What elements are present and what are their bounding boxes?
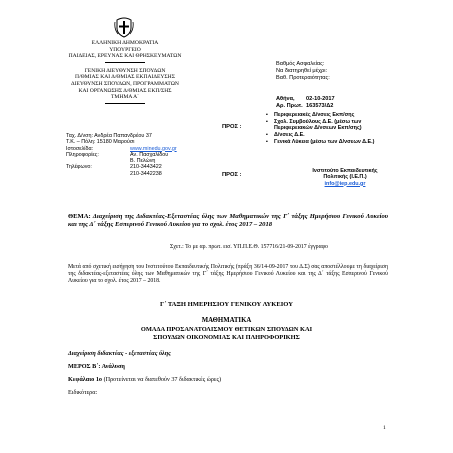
recipient-to-block [290,168,400,187]
document-meta [276,61,330,83]
recipients-label: ΠΡΟΣ : [222,124,242,130]
page-number: 1 [383,425,386,431]
chapter-title: Κεφάλαιο 1ο [68,376,103,383]
recipient-to-line-2: Πολιτικής (Ι.Ε.Π.) [323,174,367,181]
header-line: ΕΛΛΗΝΙΚΗ ΔΗΜΟΚΡΑΤΙΑ [91,40,159,46]
phone-label: Τηλέφωνο: [66,164,92,171]
date-value: 02-10-2017 [306,96,335,102]
subject-block [68,213,388,229]
chapter-note: (Προτείνεται να διατεθούν 37 διδακτικές ώρες) [102,376,222,383]
dept-line: ΚΑΙ ΟΡΓΑΝΩΣΗΣ Δ/ΘΜΙΑΣ ΕΚΠ/ΣΗΣ [78,87,172,94]
phone-1: 210-3443422 [130,164,162,171]
group-line-1: ΟΜΑΔΑ ΠΡΟΣΑΝΑΤΟΛΙΣΜΟΥ ΘΕΤΙΚΩΝ ΣΠΟΥΔΩΝ ΚΑΙ [140,326,313,333]
group-heading [0,326,453,342]
chapter-line [68,376,221,383]
part-heading: ΜΕΡΟΣ Β΄: Ανάλυση [68,363,125,370]
grade-heading: Γ΄ ΤΑΞΗ ΗΜΕΡΗΣΙΟΥ ΓΕΝΙΚΟΥ ΛΥΚΕΙΟΥ [159,301,294,308]
protocol-value: 163573/Δ2 [306,103,334,110]
dept-line: Π/ΘΜΙΑΣ ΚΑΙ Δ/ΘΜΙΑΣ ΕΚΠΑΙΔΕΥΣΗΣ [75,74,175,81]
info-name-1: Αν. Πασχαλίδου [130,151,169,158]
header-line: ΠΑΙΔΕΙΑΣ, ΕΡΕΥΝΑΣ ΚΑΙ ΘΡΗΣΚΕΥΜΑΤΩΝ [68,53,182,60]
date-protocol [276,96,335,110]
recipient-email-link[interactable]: info@iep.edu.gr [324,180,366,187]
retention: Να διατηρηθεί μέχρι: [276,68,328,75]
header-line: ΥΠΟΥΡΓΕΙΟ [109,46,141,53]
ministry-header [40,40,210,106]
intro-text: Ειδικότερα: [68,389,98,396]
recipient-item: ▪ Δ/νσεις Δ.Ε. [266,132,394,139]
recipient-item: ▪ Περιφερειακές Δ/νσεις Εκπ/σης [266,112,394,119]
recipient-item: ▪ Γενικά Λύκεια (μέσω των Δ/νσεων Δ.Ε.) [266,139,394,146]
contact-block [66,133,177,177]
dept-line: ΓΕΝΙΚΗ ΔΙΕΥΘΥΝΣΗ ΣΠΟΥΔΩΝ [84,67,166,74]
info-name-2: Β. Πελώνη [130,158,156,165]
subject-text: Διαχείριση της Διδακτέας-Εξεταστέας ύλης των Μαθηματικών της Γ΄ τάξης Ημερήσιου Γενικού Λυκείου και της Δ΄ τάξης Εσπερινού Γενικού Λυκείου για το σχολ. έτος 2017 – 2018 [68,213,389,229]
recipient-item: ▪ Σχολ. Συμβούλους Δ.Ε. (μέσω των Περιφερειακών Δ/νσεων Εκπ/σης) [266,119,394,132]
management-heading: Διαχείριση διδακτέας - εξεταστέας ύλης [68,350,171,357]
subject-lead: ΘΕΜΑ: [68,213,91,220]
priority: Βαθ. Προτεραιότητας: [276,75,330,82]
protocol-label: Αρ. Πρωτ. [276,103,303,110]
website-link[interactable]: www.minedu.gov.gr [130,145,177,152]
group-line-2: ΣΠΟΥΔΩΝ ΟΙΚΟΝΟΜΙΑΣ ΚΑΙ ΠΛΗΡΟΦΟΡΙΚΗΣ [153,333,300,341]
place-label: Αθήνα, [276,96,295,102]
security-level: Βαθμός Ασφαλείας: [276,61,325,67]
dept-line: ΔΙΕΥΘΥΝΣΗ ΣΠΟΥΔΩΝ, ΠΡΟΓΡΑΜΜΑΤΩΝ [71,80,179,87]
info-label: Πληροφορίες: [66,151,99,158]
subject-heading: ΜΑΘΗΜΑΤΙΚΑ [201,317,252,324]
website-label: Ιστοσελίδα: [66,145,94,152]
recipient-to-line-1: Ινστιτούτο Εκπαιδευτικής [312,168,378,174]
recipient-to-label: ΠΡΟΣ : [222,172,242,178]
greek-coat-of-arms-icon [114,16,134,38]
reference-line: Σχετ.: Το με αρ. πρωτ. εισ. ΥΠ.Π.Ε.Θ. 157716/21-09-2017 έγγραφο [170,244,328,250]
dept-divider [105,103,145,104]
phone-2: 210-3442238 [130,170,162,177]
contact-address: Ταχ. Δ/νση: Ανδρέα Παπανδρέου 37 [66,133,152,139]
recipients-list [266,112,394,146]
header-divider [105,62,145,63]
dept-line: ΤΜΗΜΑ Α΄ [110,94,140,101]
body-paragraph: Μετά από σχετική εισήγηση του Ινστιτούτου Εκπαιδευτικής Πολιτικής (πράξη 36/14-09-2017 του Δ.Σ) σας αποστέλλουμε τη διαχείριση της διδακτέας-εξεταστέας ύλης των Μαθηματικών της Γ΄ τάξης Ημερήσιου Γενικού Λυκείου και της Δ΄ τάξης Εσπερινού Γενικού Λυκείου για το σχολ. έτος 2017 – 2018. [68,264,388,285]
contact-postal: Τ.Κ. – Πόλη: 15180 Μαρούσι [66,139,135,146]
